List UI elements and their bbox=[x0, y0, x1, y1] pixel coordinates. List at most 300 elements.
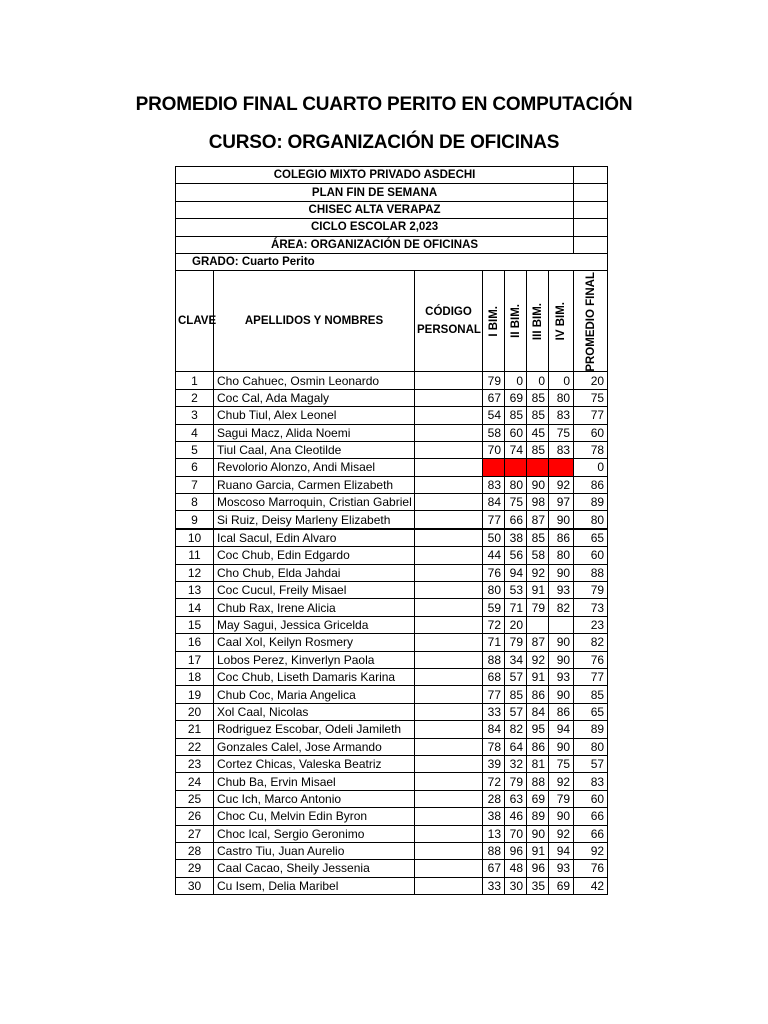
school-cycle: CICLO ESCOLAR 2,023 bbox=[176, 219, 574, 236]
row-clave: 15 bbox=[176, 616, 214, 633]
row-b1: 72 bbox=[483, 773, 505, 790]
row-code bbox=[415, 424, 483, 441]
header-row-school bbox=[176, 167, 608, 184]
row-name: Ical Sacul, Edin Alvaro bbox=[214, 529, 415, 547]
row-code bbox=[415, 877, 483, 894]
row-code bbox=[415, 773, 483, 790]
row-code bbox=[415, 738, 483, 755]
row-b2: 57 bbox=[505, 668, 527, 685]
row-code bbox=[415, 703, 483, 720]
row-clave: 14 bbox=[176, 599, 214, 616]
row-b3: 0 bbox=[527, 372, 549, 389]
column-header-row bbox=[176, 271, 608, 372]
col-b2-label: II BIM. bbox=[509, 304, 522, 339]
row-b1: 79 bbox=[483, 372, 505, 389]
row-clave: 23 bbox=[176, 755, 214, 772]
row-b1: 54 bbox=[483, 407, 505, 424]
row-name: Ruano Garcia, Carmen Elizabeth bbox=[214, 476, 415, 493]
row-b2: 34 bbox=[505, 651, 527, 668]
row-final: 92 bbox=[574, 842, 608, 859]
row-b2 bbox=[505, 459, 527, 476]
row-b1: 33 bbox=[483, 877, 505, 894]
row-b3: 35 bbox=[527, 877, 549, 894]
row-code bbox=[415, 686, 483, 703]
row-b3: 92 bbox=[527, 564, 549, 581]
row-clave: 22 bbox=[176, 738, 214, 755]
row-b1: 44 bbox=[483, 547, 505, 564]
row-final: 65 bbox=[574, 703, 608, 720]
row-b2: 85 bbox=[505, 686, 527, 703]
col-b1 bbox=[483, 271, 505, 372]
row-b3: 79 bbox=[527, 599, 549, 616]
row-final: 86 bbox=[574, 476, 608, 493]
row-final: 85 bbox=[574, 686, 608, 703]
row-b3: 91 bbox=[527, 842, 549, 859]
row-final: 78 bbox=[574, 441, 608, 458]
row-final: 80 bbox=[574, 511, 608, 529]
col-name: APELLIDOS Y NOMBRES bbox=[214, 271, 415, 372]
row-b3: 91 bbox=[527, 668, 549, 685]
row-code bbox=[415, 459, 483, 476]
col-clave: CLAVE bbox=[176, 271, 214, 372]
row-name: Chub Coc, Maria Angelica bbox=[214, 686, 415, 703]
row-final: 60 bbox=[574, 790, 608, 807]
row-name: Coc Cucul, Freily Misael bbox=[214, 582, 415, 599]
row-code bbox=[415, 564, 483, 581]
row-b1: 38 bbox=[483, 808, 505, 825]
row-clave: 11 bbox=[176, 547, 214, 564]
row-b1: 13 bbox=[483, 825, 505, 842]
row-clave: 25 bbox=[176, 790, 214, 807]
row-clave: 26 bbox=[176, 808, 214, 825]
row-b4: 90 bbox=[549, 686, 574, 703]
row-b2: 70 bbox=[505, 825, 527, 842]
row-clave: 16 bbox=[176, 634, 214, 651]
row-b2: 79 bbox=[505, 773, 527, 790]
row-code bbox=[415, 808, 483, 825]
row-name: May Sagui, Jessica Gricelda bbox=[214, 616, 415, 633]
row-b4: 93 bbox=[549, 582, 574, 599]
row-b4: 92 bbox=[549, 825, 574, 842]
plan-name: PLAN FIN DE SEMANA bbox=[176, 184, 574, 201]
row-b2: 66 bbox=[505, 511, 527, 529]
row-code bbox=[415, 825, 483, 842]
col-final-label: PROMEDIO FINAL bbox=[584, 271, 597, 372]
row-name: Cortez Chicas, Valeska Beatriz bbox=[214, 755, 415, 772]
row-b3: 91 bbox=[527, 582, 549, 599]
row-b4: 83 bbox=[549, 407, 574, 424]
row-b4: 75 bbox=[549, 424, 574, 441]
row-b2: 74 bbox=[505, 441, 527, 458]
col-b4-label: IV BIM. bbox=[555, 302, 568, 341]
row-final: 66 bbox=[574, 808, 608, 825]
school-name: COLEGIO MIXTO PRIVADO ASDECHI bbox=[176, 167, 574, 184]
row-code bbox=[415, 651, 483, 668]
row-b4: 94 bbox=[549, 721, 574, 738]
row-code bbox=[415, 842, 483, 859]
table-row bbox=[176, 441, 608, 458]
row-clave: 18 bbox=[176, 668, 214, 685]
row-name: Choc Cu, Melvin Edin Byron bbox=[214, 808, 415, 825]
row-b2: 57 bbox=[505, 703, 527, 720]
row-b3: 85 bbox=[527, 407, 549, 424]
table-row bbox=[176, 424, 608, 441]
row-clave: 6 bbox=[176, 459, 214, 476]
row-final: 76 bbox=[574, 860, 608, 877]
row-name: Si Ruiz, Deisy Marleny Elizabeth bbox=[214, 511, 415, 529]
row-b1: 72 bbox=[483, 616, 505, 633]
row-b4: 90 bbox=[549, 738, 574, 755]
row-name: Gonzales Calel, Jose Armando bbox=[214, 738, 415, 755]
row-name: Cho Chub, Elda Jahdai bbox=[214, 564, 415, 581]
row-final: 65 bbox=[574, 529, 608, 547]
row-b4: 83 bbox=[549, 441, 574, 458]
row-b1: 67 bbox=[483, 860, 505, 877]
row-b2: 79 bbox=[505, 634, 527, 651]
table-row bbox=[176, 389, 608, 406]
row-b1: 28 bbox=[483, 790, 505, 807]
row-final: 77 bbox=[574, 407, 608, 424]
row-code bbox=[415, 494, 483, 511]
row-b3: 89 bbox=[527, 808, 549, 825]
grades-table-body bbox=[176, 167, 608, 895]
row-b4: 93 bbox=[549, 860, 574, 877]
row-b2: 30 bbox=[505, 877, 527, 894]
row-b3: 81 bbox=[527, 755, 549, 772]
row-code bbox=[415, 860, 483, 877]
table-row bbox=[176, 860, 608, 877]
grades-sheet bbox=[175, 166, 605, 900]
row-name: Coc Chub, Liseth Damaris Karina bbox=[214, 668, 415, 685]
table-row bbox=[176, 755, 608, 772]
grade-label: GRADO: Cuarto Perito bbox=[176, 253, 608, 270]
row-b1: 71 bbox=[483, 634, 505, 651]
row-b3: 90 bbox=[527, 825, 549, 842]
row-b4: 94 bbox=[549, 842, 574, 859]
row-b4: 97 bbox=[549, 494, 574, 511]
row-final: 88 bbox=[574, 564, 608, 581]
table-row bbox=[176, 668, 608, 685]
row-name: Chub Tiul, Alex Leonel bbox=[214, 407, 415, 424]
row-b3: 69 bbox=[527, 790, 549, 807]
row-b4: 80 bbox=[549, 547, 574, 564]
table-row bbox=[176, 738, 608, 755]
col-b2 bbox=[505, 271, 527, 372]
course-title: CURSO: ORGANIZACIÓN DE OFICINAS bbox=[208, 132, 560, 153]
row-clave: 29 bbox=[176, 860, 214, 877]
row-b3: 87 bbox=[527, 511, 549, 529]
row-name: Cho Cahuec, Osmin Leonardo bbox=[214, 372, 415, 389]
row-b2: 20 bbox=[505, 616, 527, 633]
row-b2: 63 bbox=[505, 790, 527, 807]
row-code bbox=[415, 441, 483, 458]
row-b1: 78 bbox=[483, 738, 505, 755]
row-code bbox=[415, 511, 483, 529]
row-code bbox=[415, 616, 483, 633]
table-row bbox=[176, 564, 608, 581]
row-b2: 80 bbox=[505, 476, 527, 493]
row-final: 23 bbox=[574, 616, 608, 633]
row-code bbox=[415, 529, 483, 547]
header-row-plan bbox=[176, 184, 608, 201]
table-row bbox=[176, 703, 608, 720]
row-b1: 67 bbox=[483, 389, 505, 406]
col-final bbox=[574, 271, 608, 372]
row-b3: 86 bbox=[527, 686, 549, 703]
row-b3: 88 bbox=[527, 773, 549, 790]
row-name: Choc Ical, Sergio Geronimo bbox=[214, 825, 415, 842]
row-b3: 45 bbox=[527, 424, 549, 441]
table-row bbox=[176, 582, 608, 599]
row-final: 60 bbox=[574, 424, 608, 441]
row-final: 89 bbox=[574, 721, 608, 738]
row-b1: 76 bbox=[483, 564, 505, 581]
row-final: 73 bbox=[574, 599, 608, 616]
table-row bbox=[176, 773, 608, 790]
row-name: Revolorio Alonzo, Andi Misael bbox=[214, 459, 415, 476]
row-b2: 82 bbox=[505, 721, 527, 738]
row-clave: 13 bbox=[176, 582, 214, 599]
row-clave: 5 bbox=[176, 441, 214, 458]
row-b2: 96 bbox=[505, 842, 527, 859]
row-name: Chub Ba, Ervin Misael bbox=[214, 773, 415, 790]
table-row bbox=[176, 808, 608, 825]
row-b4: 0 bbox=[549, 372, 574, 389]
row-name: Moscoso Marroquin, Cristian Gabriel bbox=[214, 494, 415, 511]
row-b1: 80 bbox=[483, 582, 505, 599]
col-b3-label: III BIM. bbox=[531, 302, 544, 340]
row-clave: 7 bbox=[176, 476, 214, 493]
row-b2: 46 bbox=[505, 808, 527, 825]
row-name: Cu Isem, Delia Maribel bbox=[214, 877, 415, 894]
row-clave: 3 bbox=[176, 407, 214, 424]
row-final: 60 bbox=[574, 547, 608, 564]
row-code bbox=[415, 790, 483, 807]
row-final: 89 bbox=[574, 494, 608, 511]
row-clave: 21 bbox=[176, 721, 214, 738]
row-b1: 88 bbox=[483, 651, 505, 668]
row-b4: 93 bbox=[549, 668, 574, 685]
row-name: Coc Cal, Ada Magaly bbox=[214, 389, 415, 406]
row-final: 0 bbox=[574, 459, 608, 476]
col-code-line1: CÓDIGO bbox=[425, 306, 472, 319]
row-b3: 85 bbox=[527, 389, 549, 406]
row-b3: 95 bbox=[527, 721, 549, 738]
row-b4: 69 bbox=[549, 877, 574, 894]
row-final: 20 bbox=[574, 372, 608, 389]
row-b3: 87 bbox=[527, 634, 549, 651]
col-b1-label: I BIM. bbox=[487, 306, 500, 337]
row-b1: 58 bbox=[483, 424, 505, 441]
row-b2: 56 bbox=[505, 547, 527, 564]
row-code bbox=[415, 599, 483, 616]
row-clave: 30 bbox=[176, 877, 214, 894]
row-b1: 59 bbox=[483, 599, 505, 616]
row-clave: 17 bbox=[176, 651, 214, 668]
table-row bbox=[176, 634, 608, 651]
row-name: Lobos Perez, Kinverlyn Paola bbox=[214, 651, 415, 668]
row-b2: 32 bbox=[505, 755, 527, 772]
row-b2: 53 bbox=[505, 582, 527, 599]
row-b4: 90 bbox=[549, 511, 574, 529]
row-b4: 86 bbox=[549, 529, 574, 547]
row-clave: 27 bbox=[176, 825, 214, 842]
row-final: 76 bbox=[574, 651, 608, 668]
row-b1: 33 bbox=[483, 703, 505, 720]
table-row bbox=[176, 529, 608, 547]
row-b2: 38 bbox=[505, 529, 527, 547]
table-row bbox=[176, 721, 608, 738]
row-final: 79 bbox=[574, 582, 608, 599]
table-row bbox=[176, 547, 608, 564]
row-b4: 90 bbox=[549, 651, 574, 668]
row-b3: 98 bbox=[527, 494, 549, 511]
row-clave: 10 bbox=[176, 529, 214, 547]
table-row bbox=[176, 476, 608, 493]
row-b2: 48 bbox=[505, 860, 527, 877]
row-b4 bbox=[549, 616, 574, 633]
row-b2: 69 bbox=[505, 389, 527, 406]
row-b2: 75 bbox=[505, 494, 527, 511]
row-name: Cuc Ich, Marco Antonio bbox=[214, 790, 415, 807]
row-code bbox=[415, 547, 483, 564]
row-b4: 80 bbox=[549, 389, 574, 406]
row-name: Coc Chub, Edin Edgardo bbox=[214, 547, 415, 564]
row-b3: 85 bbox=[527, 529, 549, 547]
row-b1: 50 bbox=[483, 529, 505, 547]
table-row bbox=[176, 599, 608, 616]
row-final: 42 bbox=[574, 877, 608, 894]
row-b4: 92 bbox=[549, 773, 574, 790]
row-b1: 77 bbox=[483, 686, 505, 703]
row-clave: 9 bbox=[176, 511, 214, 529]
row-b3: 96 bbox=[527, 860, 549, 877]
row-b4: 90 bbox=[549, 808, 574, 825]
row-code bbox=[415, 668, 483, 685]
row-name: Chub Rax, Irene Alicia bbox=[214, 599, 415, 616]
row-b3: 84 bbox=[527, 703, 549, 720]
row-code bbox=[415, 476, 483, 493]
row-b2: 94 bbox=[505, 564, 527, 581]
row-final: 75 bbox=[574, 389, 608, 406]
row-b3: 92 bbox=[527, 651, 549, 668]
document-title: PROMEDIO FINAL CUARTO PERITO EN COMPUTACIÓN bbox=[135, 94, 633, 115]
row-b3 bbox=[527, 459, 549, 476]
row-code bbox=[415, 372, 483, 389]
location: CHISEC ALTA VERAPAZ bbox=[176, 201, 574, 218]
table-row bbox=[176, 686, 608, 703]
row-final: 82 bbox=[574, 634, 608, 651]
row-final: 83 bbox=[574, 773, 608, 790]
row-b4: 92 bbox=[549, 476, 574, 493]
row-b1: 70 bbox=[483, 441, 505, 458]
subject-area: ÁREA: ORGANIZACIÓN DE OFICINAS bbox=[176, 236, 574, 253]
row-name: Rodriguez Escobar, Odeli Jamileth bbox=[214, 721, 415, 738]
row-name: Sagui Macz, Alida Noemi bbox=[214, 424, 415, 441]
row-b4 bbox=[549, 459, 574, 476]
row-b2: 60 bbox=[505, 424, 527, 441]
row-b4: 86 bbox=[549, 703, 574, 720]
row-final: 77 bbox=[574, 668, 608, 685]
header-row-grade bbox=[176, 253, 608, 270]
row-code bbox=[415, 721, 483, 738]
row-b4: 75 bbox=[549, 755, 574, 772]
row-name: Xol Caal, Nicolas bbox=[214, 703, 415, 720]
row-clave: 19 bbox=[176, 686, 214, 703]
table-row bbox=[176, 459, 608, 476]
table-row bbox=[176, 651, 608, 668]
row-clave: 24 bbox=[176, 773, 214, 790]
row-b2: 85 bbox=[505, 407, 527, 424]
row-clave: 1 bbox=[176, 372, 214, 389]
row-name: Caal Cacao, Sheily Jessenia bbox=[214, 860, 415, 877]
header-row-area bbox=[176, 236, 608, 253]
col-b4 bbox=[549, 271, 574, 372]
row-name: Castro Tiu, Juan Aurelio bbox=[214, 842, 415, 859]
row-b1: 84 bbox=[483, 494, 505, 511]
row-code bbox=[415, 389, 483, 406]
table-row bbox=[176, 511, 608, 529]
grades-table bbox=[175, 166, 608, 895]
table-row bbox=[176, 790, 608, 807]
table-row bbox=[176, 842, 608, 859]
row-name: Tiul Caal, Ana Cleotilde bbox=[214, 441, 415, 458]
row-b1 bbox=[483, 459, 505, 476]
header-row-cycle bbox=[176, 219, 608, 236]
row-clave: 8 bbox=[176, 494, 214, 511]
table-row bbox=[176, 877, 608, 894]
row-clave: 20 bbox=[176, 703, 214, 720]
row-b3: 58 bbox=[527, 547, 549, 564]
row-final: 57 bbox=[574, 755, 608, 772]
row-final: 80 bbox=[574, 738, 608, 755]
row-clave: 28 bbox=[176, 842, 214, 859]
row-clave: 2 bbox=[176, 389, 214, 406]
row-b2: 64 bbox=[505, 738, 527, 755]
row-name: Caal Xol, Keilyn Rosmery bbox=[214, 634, 415, 651]
row-code bbox=[415, 634, 483, 651]
row-b3: 85 bbox=[527, 441, 549, 458]
col-code bbox=[415, 271, 483, 372]
table-row bbox=[176, 407, 608, 424]
row-b1: 77 bbox=[483, 511, 505, 529]
header-row-location bbox=[176, 201, 608, 218]
table-row bbox=[176, 372, 608, 389]
row-clave: 12 bbox=[176, 564, 214, 581]
row-b2: 71 bbox=[505, 599, 527, 616]
row-b1: 39 bbox=[483, 755, 505, 772]
table-row bbox=[176, 825, 608, 842]
row-b3: 90 bbox=[527, 476, 549, 493]
row-b1: 84 bbox=[483, 721, 505, 738]
table-row bbox=[176, 494, 608, 511]
row-b1: 68 bbox=[483, 668, 505, 685]
row-b1: 83 bbox=[483, 476, 505, 493]
row-code bbox=[415, 755, 483, 772]
row-b4: 82 bbox=[549, 599, 574, 616]
col-b3 bbox=[527, 271, 549, 372]
row-b3: 86 bbox=[527, 738, 549, 755]
row-b1: 88 bbox=[483, 842, 505, 859]
row-b3 bbox=[527, 616, 549, 633]
row-final: 66 bbox=[574, 825, 608, 842]
row-clave: 4 bbox=[176, 424, 214, 441]
row-b4: 79 bbox=[549, 790, 574, 807]
row-b2: 0 bbox=[505, 372, 527, 389]
row-code bbox=[415, 407, 483, 424]
row-b4: 90 bbox=[549, 634, 574, 651]
row-b4: 90 bbox=[549, 564, 574, 581]
